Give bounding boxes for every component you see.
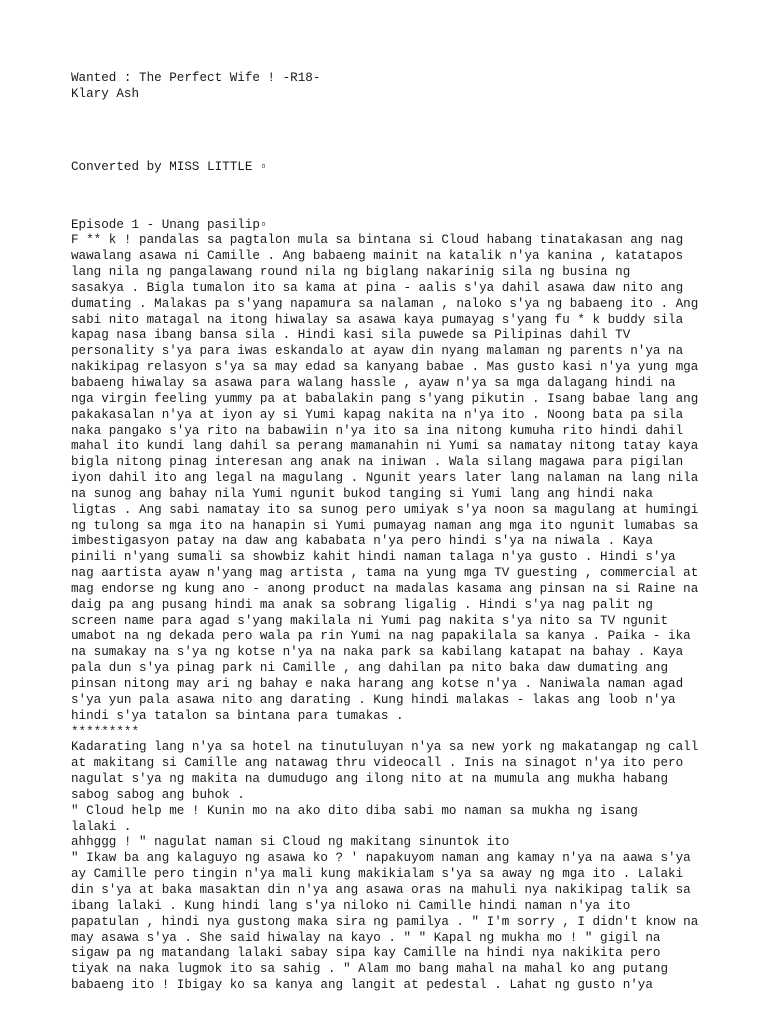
body-line: F ** k ! pandalas sa pagtalon mula sa bintana si Cloud habang tinatakasan ang nag	[71, 233, 684, 248]
body-line: nag aartista ayaw n'yang mag artista , tama na yung mga TV guesting , commercial at	[71, 566, 699, 581]
episode-heading: Episode 1 - Unang pasilip▫	[71, 217, 268, 232]
body-line: pakakasalan n'ya at iyon ay si Yumi kapag nakita na n'ya ito . Noong bata pa sila	[71, 407, 684, 422]
spacer	[71, 176, 711, 218]
body-line: na sunog ang bahay nila Yumi ngunit bukod tanging si Yumi lang ang hindi naka	[71, 486, 653, 501]
body-line: hindi s'ya tatalon sa bintana para tumakas .	[71, 708, 404, 723]
body-line: mahal ito kundi lang dahil sa perang mamanahin ni Yumi sa namatay nitong tatay kaya	[71, 439, 699, 454]
body-line: lang nila ng pangalawang round nila ng biglang nakarinig sila ng busina ng	[71, 265, 631, 280]
body-line: na sumakay na s'ya ng kotse n'ya na naka park sa kabilang katapat na bahay . Kaya	[71, 645, 684, 660]
body-line: s'ya yun pala asawa nito ang darating . Kung hindi malakas - lakas ang loob n'ya	[71, 692, 676, 707]
body-line: wawalang asawa ni Camille . Ang babaeng mainit na katalik n'ya kanina , katatapos	[71, 249, 684, 264]
body-line: mag endorse ng kung ano - anong product na madalas kasama ang pinsan na si Raine na	[71, 581, 699, 596]
body-line: ahhggg ! " nagulat naman si Cloud ng makitang sinuntok ito	[71, 835, 510, 850]
spacer	[71, 103, 711, 160]
body-line: " Ikaw ba ang kalaguyo ng asawa ko ? ' napakuyom naman ang kamay n'ya na aawa s'ya	[71, 851, 691, 866]
body-line: dumating . Malakas pa s'yang napamura sa nalaman , naloko s'ya ng babaeng ito . Ang	[71, 296, 699, 311]
body-line: sasakya . Bigla tumalon ito sa kama at pina - aalis s'ya dahil asawa daw nito ang	[71, 280, 684, 295]
body-line: ay Camille pero tingin n'ya mali kung makikialam s'ya sa away ng mga ito . Lalaki	[71, 867, 684, 882]
body-line: sabi nito matagal na itong hiwalay sa asawa kaya pumayag s'yang fu * k buddy sila	[71, 312, 684, 327]
body-line: lalaki .	[71, 819, 132, 834]
body-line: screen name para agad s'yang makilala ni Yumi pag nakita s'ya nito sa TV ngunit	[71, 613, 669, 628]
body-line: tiyak na naka lugmok ito sa sahig . " Alam mo bang mahal na mahal ko ang putang	[71, 962, 669, 977]
body-line: ibang lalaki . Kung hindi lang s'ya niloko ni Camille hindi naman n'ya ito	[71, 898, 631, 913]
body-line: papatulan , hindi nya gustong maka sira ng pamilya . " I'm sorry , I didn't know na	[71, 914, 699, 929]
body-line: pinsan nitong may ari ng bahay e naka harang ang kotse n'ya . Naniwala naman agad	[71, 677, 684, 691]
body-line: nga virgin feeling yummy pa at babalakin pang s'yang pikutin . Isang babae lang ang	[71, 391, 699, 406]
body-line: bigla nitong pinag interesan ang anak na iniwan . Wala silang magawa para pigilan	[71, 455, 684, 470]
body-line: babaeng hiwalay sa asawa para walang hassle , ayaw n'ya sa mga dalagang hindi na	[71, 375, 676, 390]
body-line: may asawa s'ya . She said hiwalay na kayo . " " Kapal ng mukha mo ! " gigil na	[71, 930, 661, 945]
body-line: umabot na ng dekada pero wala pa rin Yumi na nag papakilala sa kanya . Paika - ika	[71, 629, 691, 644]
book-author: Klary Ash	[71, 86, 140, 101]
body-line: kapag nasa ibang bansa sila . Hindi kasi sila puwede sa Pilipinas dahil TV	[71, 328, 631, 343]
body-line: naka pangako s'ya rito na babawiin n'ya ito sa ina nitong kumuha rito hindi dahil	[71, 423, 684, 438]
body-line: iyon dahil ito ang legal na magulang . Ngunit years later lang nalaman na lang nila	[71, 471, 699, 486]
body-line: nakikipag relasyon s'ya sa may edad sa kanyang babae . Mas gusto kasi n'ya yung mga	[71, 360, 699, 375]
body-line: *********	[71, 724, 140, 739]
body-line: pinili n'yang sumali sa showbiz kahit hindi naman talaga n'ya gusto . Hindi s'ya	[71, 550, 676, 565]
body-line: nagulat s'ya ng makita na dumudugo ang ilong nito at na mumula ang mukha habang	[71, 772, 669, 787]
book-title: Wanted : The Perfect Wife ! -R18-	[71, 71, 321, 85]
body-line: personality s'ya para iwas eskandalo at ayaw din nyang malaman ng parents n'ya na	[71, 344, 684, 359]
body-line: " Cloud help me ! Kunin mo na ako dito diba sabi mo naman sa mukha ng isang	[71, 803, 638, 818]
body-line: sigaw pa ng matandang lalaki sabay sipa kay Camille na hindi nya nakikita pero	[71, 946, 661, 961]
body-line: pala dun s'ya pinag park ni Camille , ang dahilan pa nito baka daw dumating ang	[71, 661, 669, 676]
body-line: babaeng ito ! Ibigay ko sa kanya ang langit at pedestal . Lahat ng gusto n'ya	[71, 978, 653, 993]
body-line: at makitang si Camille ang natawag thru videocall . Inis na sinagot n'ya ito pero	[71, 756, 684, 771]
body-line: Kadarating lang n'ya sa hotel na tinutuluyan n'ya sa new york ng makatangap ng call	[71, 740, 699, 755]
document-text	[71, 71, 711, 994]
body-line: imbestigasyon patay na daw ang kababata n'ya pero hindi s'ya na niwala . Kaya	[71, 534, 653, 549]
episode-body	[71, 233, 711, 994]
body-line: daig pa ang pusang hindi ma anak sa sobrang ligalig . Hindi s'ya nag palit ng	[71, 597, 653, 612]
body-line: ligtas . Ang sabi namatay ito sa sunog pero umiyak s'ya noon sa magulang at humingi	[71, 502, 699, 517]
converter-credit: Converted by MISS LITTLE ▫	[71, 159, 268, 174]
body-line: din s'ya at baka masaktan din n'ya ang asawa oras na mahuli nya nakikipag talik sa	[71, 882, 691, 897]
body-line: ng tulong sa mga ito na hanapin si Yumi pumayag naman ang mga ito ngunit lumabas sa	[71, 518, 699, 533]
body-line: sabog sabog ang buhok .	[71, 787, 245, 802]
